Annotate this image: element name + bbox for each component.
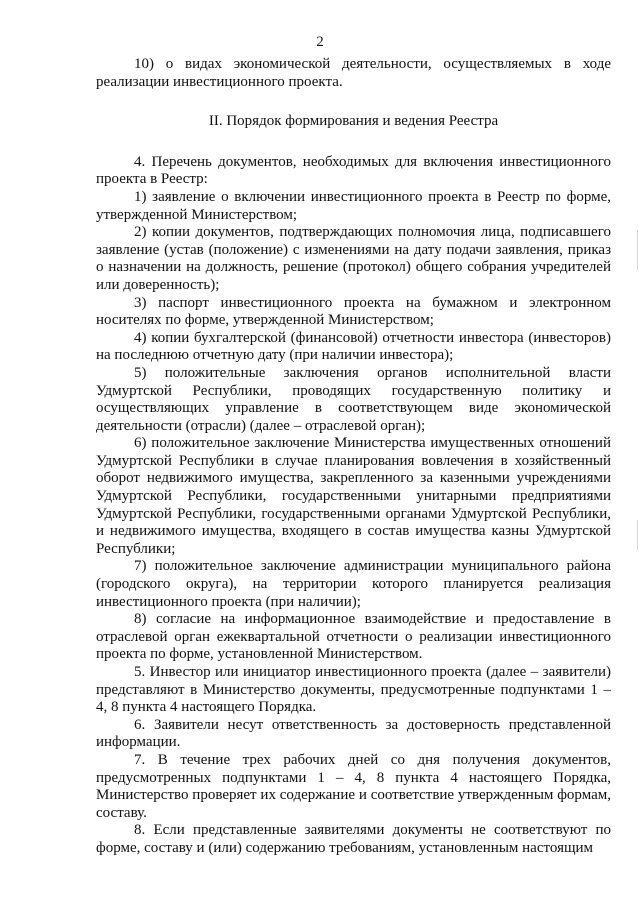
document-body: [96, 56, 611, 858]
paragraph-subitem-1: 1) заявление о включении инвестиционного проекта в Реестр по форме, утвержденной Министерством;: [96, 188, 611, 223]
section-title: II. Порядок формирования и ведения Реестра: [208, 113, 499, 130]
paragraph-item-8: 8. Если представленные заявителями документы не соответствуют по форме, составу и (или) содержанию требованиям, установленным настоящим: [96, 822, 611, 856]
paragraph-subitem-3: 3) паспорт инвестиционного проекта на бумажном и электронном носителях по форме, утвержденной Министерством;: [96, 294, 611, 329]
paragraph-item-7: 7. В течение трех рабочих дней со дня получения документов, предусмотренных подпунктами 1 – 4, 8 пункта 4 настоящего Порядка, Министерство проверяет их содержание и соответствие утвержденным формам, составу.: [96, 751, 611, 821]
paragraph-subitem-5: 5) положительные заключения органов исполнительной власти Удмуртской Республики, проводящих государственную политику и осуществляющих управление в соответствующем виде экономической деятельности (отрасли) (далее – отраслевой орган);: [96, 364, 611, 434]
paragraph-subitem-8: 8) согласие на информационное взаимодействие и предоставление в отраслевой орган ежеквартальной отчетности о реализации инвестиционного проекта по форме, установленной Министерством.: [96, 611, 611, 663]
paragraph-item-6: 6. Заявители несут ответственность за достоверность представленной информации.: [96, 716, 611, 751]
paragraph-subitem-6: 6) положительное заключение Министерства имущественных отношений Удмуртской Республики в случае планирования вовлечения в хозяйственный оборот недвижимого имущества, закрепленного за казенными учреждениями Удмуртской Республики, государственными унитарными предприятиями Удмуртской Республики, государственными органами Удмуртской Республики, и недвижимого имущества, входящего в состав имущества казны Удмуртской Республики;: [96, 435, 611, 557]
page-number: 2: [316, 34, 324, 50]
paragraph-subitem-2: 2) копии документов, подтверждающих полномочия лица, подписавшего заявление (устав (положение) с изменениями на дату подачи заявления, приказ о назначении на должность, решение (протокол) общего собрания учредителей или доверенность);: [96, 224, 611, 293]
scan-edge-mark: [637, 230, 638, 270]
paragraph-item-5: 5. Инвестор или инициатор инвестиционного проекта (далее – заявители) представляют в Министерство документы, предусмотренные подпунктами 1 – 4, 8 пункта 4 настоящего Порядка.: [96, 664, 611, 716]
paragraph-subitem-7: 7) положительное заключение администрации муниципального района (городского округа), на территории которого планируется реализация инвестиционного проекта (при наличии);: [96, 558, 611, 610]
paragraph-subitem-4: 4) копии бухгалтерской (финансовой) отчетности инвестора (инвесторов) на последнюю отчетную дату (при наличии инвестора);: [96, 329, 611, 364]
item-10: 10) о видах экономической деятельности, осуществляемых в ходе реализации инвестиционного проекта.: [96, 56, 611, 90]
scan-edge-mark: [637, 520, 638, 550]
paragraph-item-4: 4. Перечень документов, необходимых для включения инвестиционного проекта в Реестр:: [96, 153, 611, 188]
